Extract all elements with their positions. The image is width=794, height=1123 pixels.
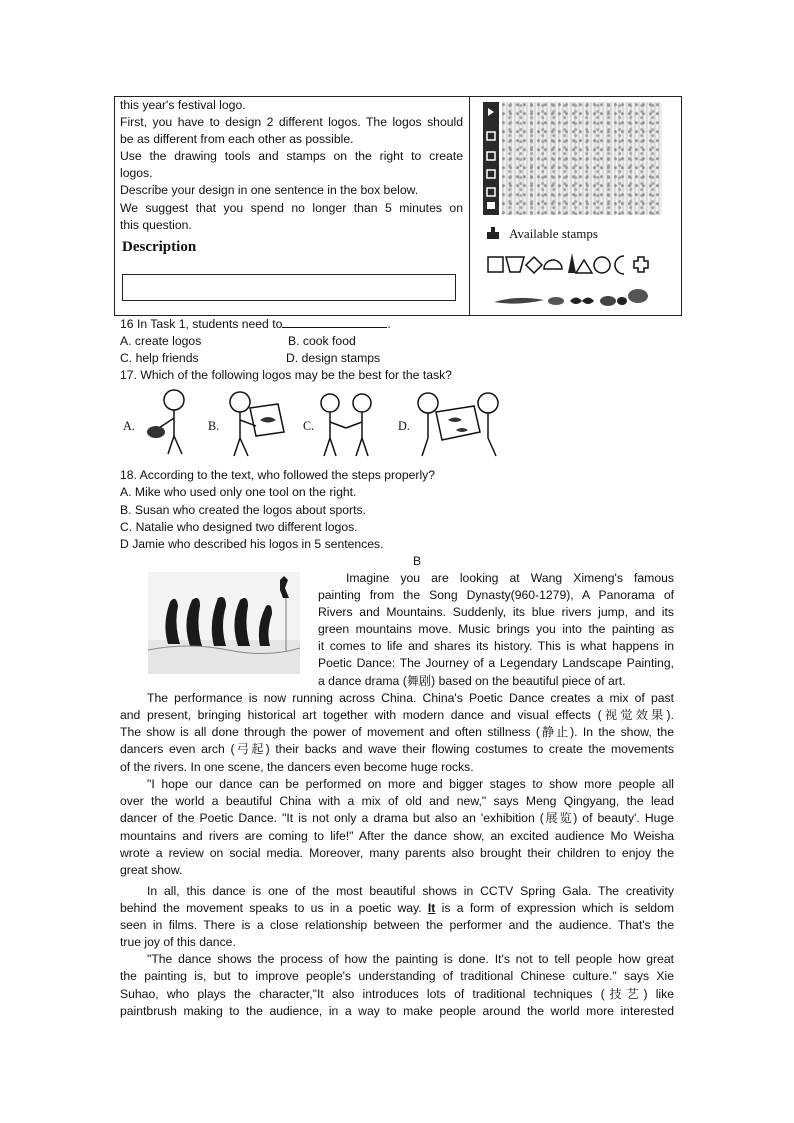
- task-line-3: be as different from each other as possible.: [120, 132, 354, 146]
- intro-line-3: Rivers and Mountains. Suddenly, its blue rivers jump, and its: [318, 605, 674, 619]
- q17-label-a: A.: [123, 419, 135, 433]
- section-b-label: B: [413, 554, 422, 568]
- task-line-4: Use the drawing tools and stamps on the right to create: [120, 149, 463, 163]
- q16-option-c[interactable]: C. help friends: [120, 351, 199, 365]
- intro-line-7: a dance drama (舞剧) based on the beautiful piece of art.: [318, 674, 626, 688]
- task-line-7: We suggest that you spend no longer than 5 minutes on: [120, 201, 463, 215]
- task-box-divider: [469, 96, 470, 316]
- description-heading: Description: [122, 239, 197, 255]
- q18-option-d[interactable]: D Jamie who described his logos in 5 sentences.: [120, 537, 384, 551]
- logo-option-b[interactable]: [222, 390, 292, 458]
- p2-line-3: The show is all done through the power of movement and often stillness (静止). In the show, the: [120, 725, 674, 739]
- task-line-5: logos.: [120, 166, 153, 180]
- moon-stamp: [615, 256, 624, 274]
- p4-line-2: [120, 900, 674, 917]
- q16-option-d[interactable]: D. design stamps: [286, 351, 381, 365]
- p3-line-4: mountains and rivers are coming to life!" After the dance show, an excited audience Mo Weisha: [120, 829, 674, 843]
- p2-line-5: of the rivers. In one scene, the dancers even become huge rocks.: [120, 760, 474, 774]
- p4-line-2-start: behind the movement speaks to us in a poetic way.: [120, 901, 428, 915]
- drawing-tool-icons: [483, 102, 499, 215]
- q16-stem-text: 16 In Task 1, students need to: [120, 317, 283, 331]
- logo-option-a[interactable]: [140, 388, 192, 458]
- p5-line-4: paintbrush making to the audience, in a way to make people around the world more interested: [120, 1004, 674, 1018]
- available-stamps-label: Available stamps: [509, 226, 598, 241]
- q16-stem: [120, 316, 391, 333]
- task-line-2: First, you have to design 2 different logos. The logos should: [120, 115, 463, 129]
- p4-line-4: true joy of this dance.: [120, 935, 236, 949]
- q18-option-a[interactable]: A. Mike who used only one tool on the right.: [120, 485, 357, 499]
- q18-stem: 18. According to the text, who followed the steps properly?: [120, 468, 436, 482]
- p3-line-2: over the world a beautiful China with a mix of old and new," says Meng Qingyang, the lead: [120, 794, 674, 808]
- p3-line-6: great show.: [120, 863, 183, 877]
- p3-line-3: dancer of the Poetic Dance. "It is not only a drama but also an 'exhibition (展览) of beauty'. Huge: [120, 811, 674, 825]
- intro-line-4: green mountains move. Music brings you into the painting as: [318, 622, 674, 636]
- intro-line-2: painting from the Song Dynasty(960-1279), A Panorama of: [318, 588, 674, 602]
- task-line-1: this year's festival logo.: [120, 98, 246, 112]
- fish-stamp: [548, 297, 564, 305]
- q16-answer-blank[interactable]: [282, 316, 387, 328]
- cross-stamp: [634, 257, 648, 272]
- peanut-stamp: [570, 298, 594, 305]
- task-line-6: Describe your design in one sentence in the box below.: [120, 183, 419, 197]
- q18-option-b[interactable]: B. Susan who created the logos about sports.: [120, 503, 366, 517]
- p2-line-2: and present, bringing historical art together with modern dance and visual effects (视觉效果).: [120, 708, 674, 722]
- stamps-palette[interactable]: [486, 252, 656, 312]
- p5-line-2: the painting is, but to improve people's understanding of traditional Chinese culture." says Xie: [120, 969, 674, 983]
- underlined-it: It: [427, 901, 436, 915]
- p4-line-3: seen in films. There is a close relationship between the performer and the audience. That's the: [120, 918, 674, 932]
- p4-line-1: In all, this dance is one of the most beautiful shows in CCTV Spring Gala. The creativity: [147, 884, 674, 898]
- intro-line-5: it comes to life and shares its history. This is what happens in: [318, 639, 674, 653]
- nut-stamp: [617, 297, 627, 305]
- p4-line-2-rest: is a form of expression which is seldom: [435, 901, 674, 915]
- p3-line-1: "I hope our dance can be performed on more and bigger stages to show more people all: [147, 777, 674, 791]
- q17-stem: 17. Which of the following logos may be the best for the task?: [120, 368, 452, 382]
- p2-line-4: dancers even arch (弓起) their backs and wave their flowing costumes to create the movements: [120, 742, 674, 756]
- intro-line-1: Imagine you are looking at Wang Ximeng's famous: [346, 571, 674, 585]
- p5-line-1: "The dance shows the process of how the painting is done. It's not to tell people how great: [147, 952, 674, 966]
- q17-label-d: D.: [398, 419, 410, 433]
- p5-line-3: Suhao, who plays the character,"It also introduces lots of traditional techniques (技艺) like: [120, 987, 674, 1001]
- p2-line-1: The performance is now running across China. China's Poetic Dance creates a mix of past: [147, 691, 674, 705]
- description-input[interactable]: [122, 274, 456, 301]
- logo-option-c[interactable]: [314, 392, 380, 458]
- q16-stem-end: .: [387, 317, 391, 331]
- logo-option-d[interactable]: [412, 390, 504, 458]
- bread-stamp: [628, 289, 648, 303]
- q17-label-c: C.: [303, 419, 315, 433]
- square-stamp: [488, 257, 503, 272]
- q16-option-a[interactable]: A. create logos: [120, 334, 202, 348]
- dance-photo-figures: [148, 572, 300, 674]
- trapezoid-stamp: [506, 257, 524, 272]
- triangle-stamp: [576, 260, 592, 273]
- semicircle-stamp: [544, 260, 562, 269]
- circle-stamp: [594, 257, 610, 273]
- stamp-icon: [486, 226, 500, 240]
- diamond-stamp: [526, 257, 542, 273]
- q18-option-c[interactable]: C. Natalie who designed two different logos.: [120, 520, 358, 534]
- q17-label-b: B.: [208, 419, 220, 433]
- q16-option-b[interactable]: B. cook food: [288, 334, 356, 348]
- p3-line-5: wrote a review on social media. Moreover, many parents also brought their children to enjoy the: [120, 846, 674, 860]
- task-line-8: this question.: [120, 218, 192, 232]
- pepper-stamp: [600, 296, 616, 306]
- drawing-canvas[interactable]: [502, 102, 662, 215]
- spike-stamp: [568, 253, 576, 273]
- leaf-stamp: [494, 298, 544, 304]
- intro-line-6: Poetic Dance: The Journey of a Legendary Landscape Painting,: [318, 656, 674, 670]
